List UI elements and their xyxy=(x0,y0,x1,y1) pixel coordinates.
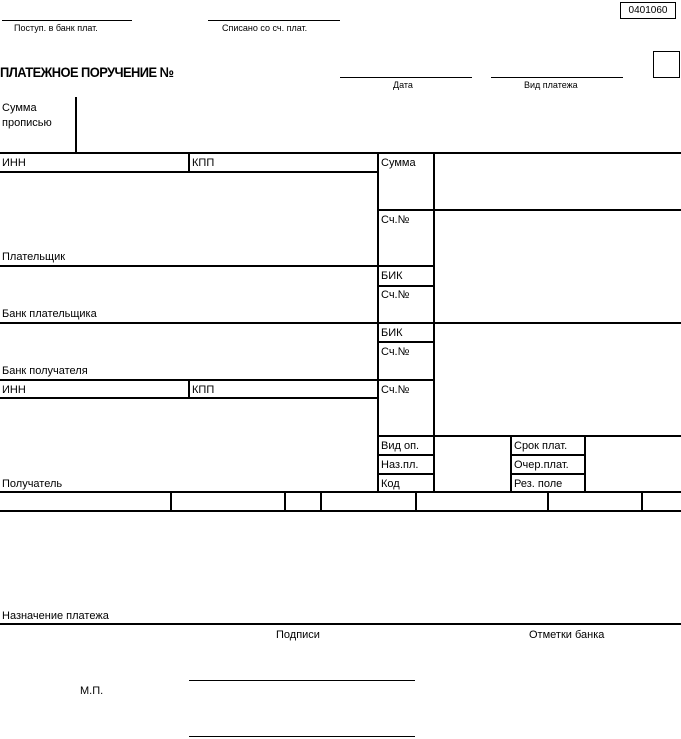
divider xyxy=(510,435,512,492)
payer-inn-field[interactable] xyxy=(30,154,186,170)
divider xyxy=(584,435,586,492)
divider xyxy=(377,454,434,456)
due-date-field[interactable] xyxy=(587,437,680,491)
recipient-bank-name-field[interactable] xyxy=(0,324,375,363)
status-code-box[interactable] xyxy=(653,51,680,78)
amount-words-label: Сумма прописью xyxy=(2,102,52,129)
amount-words-divider xyxy=(75,97,77,153)
payer-kpp-field[interactable] xyxy=(222,154,375,170)
signatures-label: Подписи xyxy=(276,629,320,641)
date-field[interactable] xyxy=(340,77,472,78)
bank-marks-label: Отметки банка xyxy=(529,629,605,641)
budget-classification-field[interactable] xyxy=(0,493,169,510)
recipient-bank-bik-label: БИК xyxy=(381,327,403,339)
divider xyxy=(0,623,681,625)
payment-type-code-field[interactable] xyxy=(643,493,681,510)
page-title-text: ПЛАТЕЖНОЕ ПОРУЧЕНИЕ № xyxy=(0,64,174,80)
purpose-code-label: Наз.пл. xyxy=(381,459,419,471)
signature-line-1[interactable] xyxy=(189,680,415,681)
form-code-box xyxy=(620,2,676,19)
recipient-inn-field[interactable] xyxy=(30,381,186,396)
recipient-bank-name-label: Банк получателя xyxy=(2,365,88,377)
payer-bank-account-label: Сч.№ xyxy=(381,289,410,301)
recipient-name-label: Получатель xyxy=(2,478,63,490)
tax-period-field[interactable] xyxy=(322,493,414,510)
payer-bank-bik-label: БИК xyxy=(381,270,403,282)
divider xyxy=(377,473,434,475)
sum-label: Сумма xyxy=(381,157,416,169)
sum-field[interactable] xyxy=(436,154,680,208)
recipient-kpp-label: КПП xyxy=(192,384,215,396)
payer-inn-label: ИНН xyxy=(2,157,26,169)
form-code: 0401060 xyxy=(628,5,668,16)
recipient-inn-label: ИНН xyxy=(2,384,26,396)
divider xyxy=(188,152,190,172)
op-type-field[interactable] xyxy=(436,437,508,491)
due-date-label: Срок плат. xyxy=(514,440,568,452)
recipient-account-label: Сч.№ xyxy=(381,384,410,396)
page-title xyxy=(0,64,173,80)
payment-type-label: Вид платежа xyxy=(524,80,578,90)
divider xyxy=(0,510,681,512)
stamp-label: М.П. xyxy=(80,685,104,697)
debited-date-line[interactable] xyxy=(208,20,340,21)
op-type-label: Вид оп. xyxy=(381,440,420,452)
signature-line-2[interactable] xyxy=(189,736,415,737)
document-date-field[interactable] xyxy=(549,493,640,510)
oktmo-field[interactable] xyxy=(172,493,283,510)
recipient-bank-account-label: Сч.№ xyxy=(381,346,410,358)
payer-bank-name-field[interactable] xyxy=(0,267,375,306)
divider xyxy=(510,454,585,456)
debited-label: Списано со сч. плат. xyxy=(222,23,308,33)
payment-type-field[interactable] xyxy=(491,77,623,78)
payment-basis-field[interactable] xyxy=(286,493,319,510)
divider xyxy=(377,341,434,343)
recipient-name-field[interactable] xyxy=(0,399,375,475)
purpose-label: Назначение платежа xyxy=(2,610,109,622)
divider xyxy=(188,379,190,398)
recipient-kpp-field[interactable] xyxy=(222,381,375,396)
date-label: Дата xyxy=(393,80,413,90)
payer-kpp-label: КПП xyxy=(192,157,215,169)
code-label: Код xyxy=(381,478,400,490)
reserve-label: Рез. поле xyxy=(514,478,563,490)
received-date-line[interactable] xyxy=(2,20,132,21)
payer-account-field[interactable] xyxy=(436,211,680,321)
priority-label: Очер.плат. xyxy=(514,459,569,471)
payer-name-field[interactable] xyxy=(0,173,375,249)
payer-account-label: Сч.№ xyxy=(381,214,410,226)
divider xyxy=(377,152,379,492)
payer-bank-name-label: Банк плательщика xyxy=(2,308,97,320)
received-label: Поступ. в банк плат. xyxy=(14,23,98,33)
payer-name-label: Плательщик xyxy=(2,251,66,263)
divider xyxy=(433,152,435,492)
divider xyxy=(377,285,434,287)
amount-words-field[interactable] xyxy=(78,97,678,152)
recipient-bank-details-field[interactable] xyxy=(436,324,680,434)
purpose-field[interactable] xyxy=(0,513,681,608)
document-number-field[interactable] xyxy=(417,493,546,510)
divider xyxy=(510,473,585,475)
